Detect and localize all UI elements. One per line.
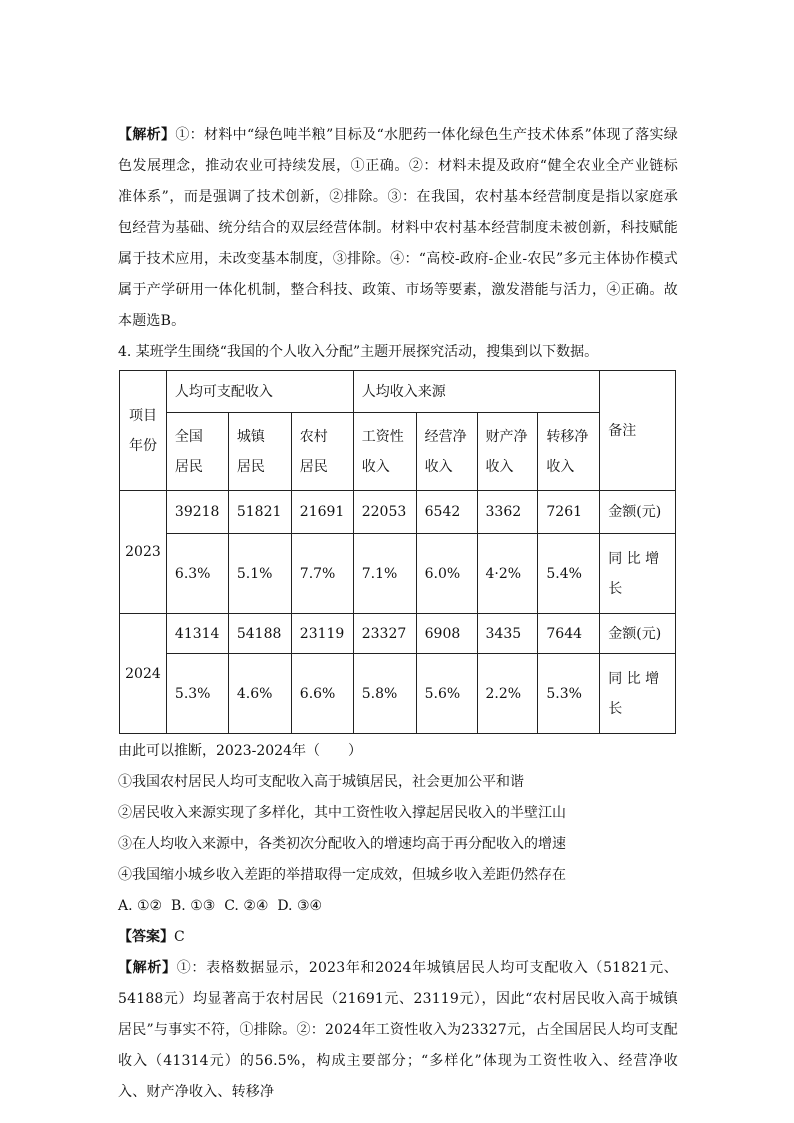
year-cell: 2023: [120, 491, 167, 614]
corner-top: 项目: [128, 407, 157, 424]
column-header: 全国 居民: [166, 413, 228, 491]
remark-header: 备注: [600, 371, 676, 491]
table-cell: 4.6%: [228, 654, 291, 734]
table-cell: 6.0%: [416, 534, 477, 614]
table-cell: 7261: [538, 491, 600, 534]
statement: ②居民收入来源实现了多样化，其中工资性收入撑起居民收入的半壁江山: [118, 805, 566, 821]
table-row: [120, 654, 676, 734]
column-header-row: [120, 413, 676, 491]
table-cell: 6.3%: [166, 534, 228, 614]
table-cell: 6542: [416, 491, 477, 534]
table-cell: 5.4%: [538, 534, 600, 614]
column-header: 经营净 收入: [416, 413, 477, 491]
table-cell: 7.1%: [353, 534, 416, 614]
table-row: [120, 491, 676, 534]
table-cell: 5.3%: [166, 654, 228, 734]
table-cell: 5.6%: [416, 654, 477, 734]
statement: ①我国农村居民人均可支配收入高于城镇居民，社会更加公平和谐: [118, 774, 524, 790]
table-cell: 54188: [228, 614, 291, 654]
answer-choices: A. ①② B. ①③ C. ②④ D. ③④: [118, 898, 323, 914]
note-cell: 金额(元): [600, 491, 676, 534]
table-cell: 7644: [538, 614, 600, 654]
analysis-label: 【解析】: [118, 960, 177, 976]
table-cell: 6.6%: [291, 654, 353, 734]
table-cell: 5.3%: [538, 654, 600, 734]
column-header: 农村 居民: [291, 413, 353, 491]
table-corner-cell: [120, 371, 167, 491]
table-cell: 51821: [228, 491, 291, 534]
table-cell: 41314: [166, 614, 228, 654]
table-cell: 2.2%: [477, 654, 538, 734]
column-header: 转移净 收入: [538, 413, 600, 491]
table-cell: 4·2%: [477, 534, 538, 614]
table-row: [120, 534, 676, 614]
column-header: 城镇 居民: [228, 413, 291, 491]
question-prompt: 由此可以推断，2023-2024年（ ）: [118, 743, 362, 759]
table-cell: 23327: [353, 614, 416, 654]
note-cell: 同 比 增 长: [600, 654, 676, 734]
question-stem: 4. 某班学生围绕“我国的个人收入分配”主题开展探究活动，搜集到以下数据。: [118, 344, 599, 360]
corner-bottom: 年份: [128, 437, 157, 454]
table-cell: 6908: [416, 614, 477, 654]
group-header-disposable: 人均可支配收入: [166, 371, 353, 413]
table-cell: 5.8%: [353, 654, 416, 734]
note-cell: 金额(元): [600, 614, 676, 654]
analysis-text: ①：表格数据显示，2023年和2024年城镇居民人均可支配收入（51821元、54188元）均显著高于农村居民（21691元、23119元），因此“农村居民收入高于城镇居民”与事实不符，①排除。②：2024年工资性收入为23327元，占全国居民人均可支配收入（41314元）的56.5%，构成主要部分；“多样化”体现为工资性收入、经营净收入、财产净收入、转移净: [118, 960, 678, 1100]
answer-line: [118, 922, 678, 953]
year-cell: 2024: [120, 614, 167, 734]
table-cell: 23119: [291, 614, 353, 654]
income-table: [119, 370, 676, 734]
statement: ④我国缩小城乡收入差距的举措取得一定成效，但城乡收入差距仍然存在: [118, 867, 566, 883]
table-cell: 39218: [166, 491, 228, 534]
analysis-paragraph-1: [118, 120, 678, 337]
table-cell: 7.7%: [291, 534, 353, 614]
table-cell: 22053: [353, 491, 416, 534]
table-row: [120, 614, 676, 654]
answer-label: 【答案】: [118, 929, 174, 945]
table-cell: 5.1%: [228, 534, 291, 614]
analysis-text: ①：材料中“绿色吨半粮”目标及“水肥药一体化绿色生产技术体系”体现了落实绿色发展理念，推动农业可持续发展，①正确。②：材料未提及政府“健全农业全产业链标准体系”，而是强调了技术创新，②排除。③：在我国，农村基本经营制度是指以家庭承包经营为基础、统分结合的双层经营体制。材料中农村基本经营制度未被创新，科技赋能属于技术应用，未改变基本制度，③排除。④：“高校-政府-企业-农民”多元主体协作模式属于产学研用一体化机制，整合科技、政策、市场等要素，激发潜能与活力，④正确。故本题选B。: [118, 127, 678, 329]
table-cell: 3435: [477, 614, 538, 654]
statement: ③在人均收入来源中，各类初次分配收入的增速均高于再分配收入的增速: [118, 836, 566, 852]
document-page: [118, 120, 678, 1108]
group-header-sources: 人均收入来源: [353, 371, 600, 413]
table-cell: 3362: [477, 491, 538, 534]
table-cell: 21691: [291, 491, 353, 534]
note-cell: 同 比 增 长: [600, 534, 676, 614]
analysis-paragraph-2: [118, 953, 678, 1108]
column-header: 财产净 收入: [477, 413, 538, 491]
analysis-label: 【解析】: [118, 127, 176, 143]
column-header: 工资性 收入: [353, 413, 416, 491]
answer-value: C: [174, 929, 185, 945]
